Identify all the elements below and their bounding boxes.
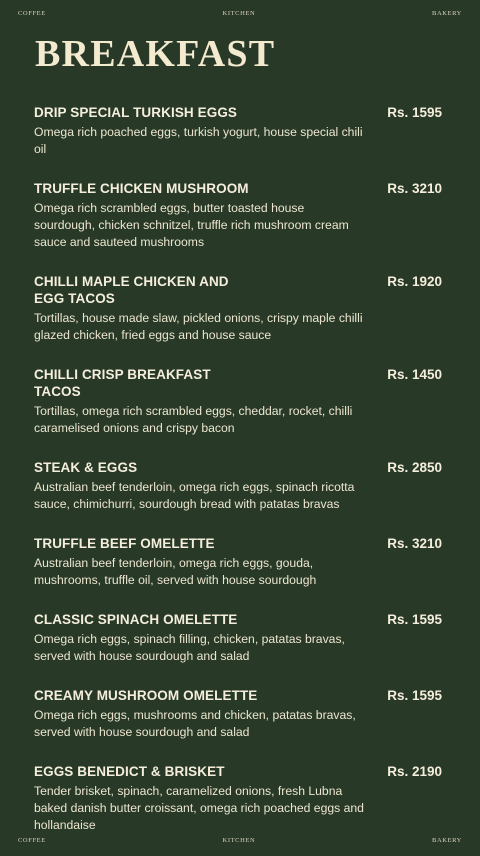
menu-item-description: Omega rich poached eggs, turkish yogurt, house special chili oil xyxy=(34,125,363,156)
menu-item-description: Australian beef tenderloin, omega rich eggs, gouda, mushrooms, truffle oil, served with house sourdough xyxy=(34,556,317,587)
menu-item xyxy=(34,366,442,437)
menu-item xyxy=(34,180,442,251)
menu-item-description: Tortillas, house made slaw, pickled onions, crispy maple chilli glazed chicken, fried eggs and house sauce xyxy=(34,311,363,342)
menu-item xyxy=(34,273,442,344)
bottom-bar-bakery: BAKERY xyxy=(432,837,462,844)
menu-item-price: Rs. 1595 xyxy=(387,612,442,627)
menu-item xyxy=(34,687,442,741)
menu-item xyxy=(34,763,442,834)
menu-item-name: STEAK & EGGS xyxy=(34,460,138,475)
menu-item-description: Omega rich scrambled eggs, butter toasted house sourdough, chicken schnitzel, truffle rich mushroom cream sauce and sauteed mushrooms xyxy=(34,201,349,249)
menu-item-price: Rs. 2190 xyxy=(387,764,442,779)
menu-item xyxy=(34,611,442,665)
menu-item-price: Rs. 1920 xyxy=(387,274,442,289)
menu-item-description: Omega rich eggs, mushrooms and chicken, patatas bravas, served with house sourdough and salad xyxy=(34,708,356,739)
menu-item-price: Rs. 2850 xyxy=(387,460,442,475)
top-bar-bakery: BAKERY xyxy=(432,10,462,17)
menu-item-name: CHILLI CRISP BREAKFAST TACOS xyxy=(34,367,211,399)
menu-item xyxy=(34,104,442,158)
bottom-bar xyxy=(18,837,462,844)
menu-item-description: Tender brisket, spinach, caramelized onions, fresh Lubna baked danish butter croissant, omega rich poached eggs and hollandaise xyxy=(34,784,364,832)
menu-item-name: CREAMY MUSHROOM OMELETTE xyxy=(34,688,258,703)
menu-item-name: CHILLI MAPLE CHICKEN AND EGG TACOS xyxy=(34,274,229,306)
menu-list xyxy=(34,104,442,856)
menu-item xyxy=(34,459,442,513)
menu-item-price: Rs. 1450 xyxy=(387,367,442,382)
menu-item-name: CLASSIC SPINACH OMELETTE xyxy=(34,612,238,627)
top-bar-coffee: COFFEE xyxy=(18,10,46,17)
bottom-bar-coffee: COFFEE xyxy=(18,837,46,844)
menu-item-price: Rs. 3210 xyxy=(387,536,442,551)
menu-item-price: Rs. 3210 xyxy=(387,181,442,196)
page-title: BREAKFAST xyxy=(35,33,276,75)
menu-item-name: TRUFFLE BEEF OMELETTE xyxy=(34,536,215,551)
menu-item-description: Australian beef tenderloin, omega rich eggs, spinach ricotta sauce, chimichurri, sourdough bread with patatas bravas xyxy=(34,480,355,511)
menu-item xyxy=(34,535,442,589)
menu-item-description: Tortillas, omega rich scrambled eggs, cheddar, rocket, chilli caramelised onions and crispy bacon xyxy=(34,404,353,435)
bottom-bar-kitchen: KITCHEN xyxy=(222,837,256,844)
menu-item-name: DRIP SPECIAL TURKISH EGGS xyxy=(34,105,238,120)
menu-item-price: Rs. 1595 xyxy=(387,105,442,120)
top-bar xyxy=(18,10,462,17)
menu-item-price: Rs. 1595 xyxy=(387,688,442,703)
menu-item-name: EGGS BENEDICT & BRISKET xyxy=(34,764,225,779)
menu-item-description: Omega rich eggs, spinach filling, chicken, patatas bravas, served with house sourdough and salad xyxy=(34,632,345,663)
menu-item-name: TRUFFLE CHICKEN MUSHROOM xyxy=(34,181,249,196)
top-bar-kitchen: KITCHEN xyxy=(222,10,256,17)
